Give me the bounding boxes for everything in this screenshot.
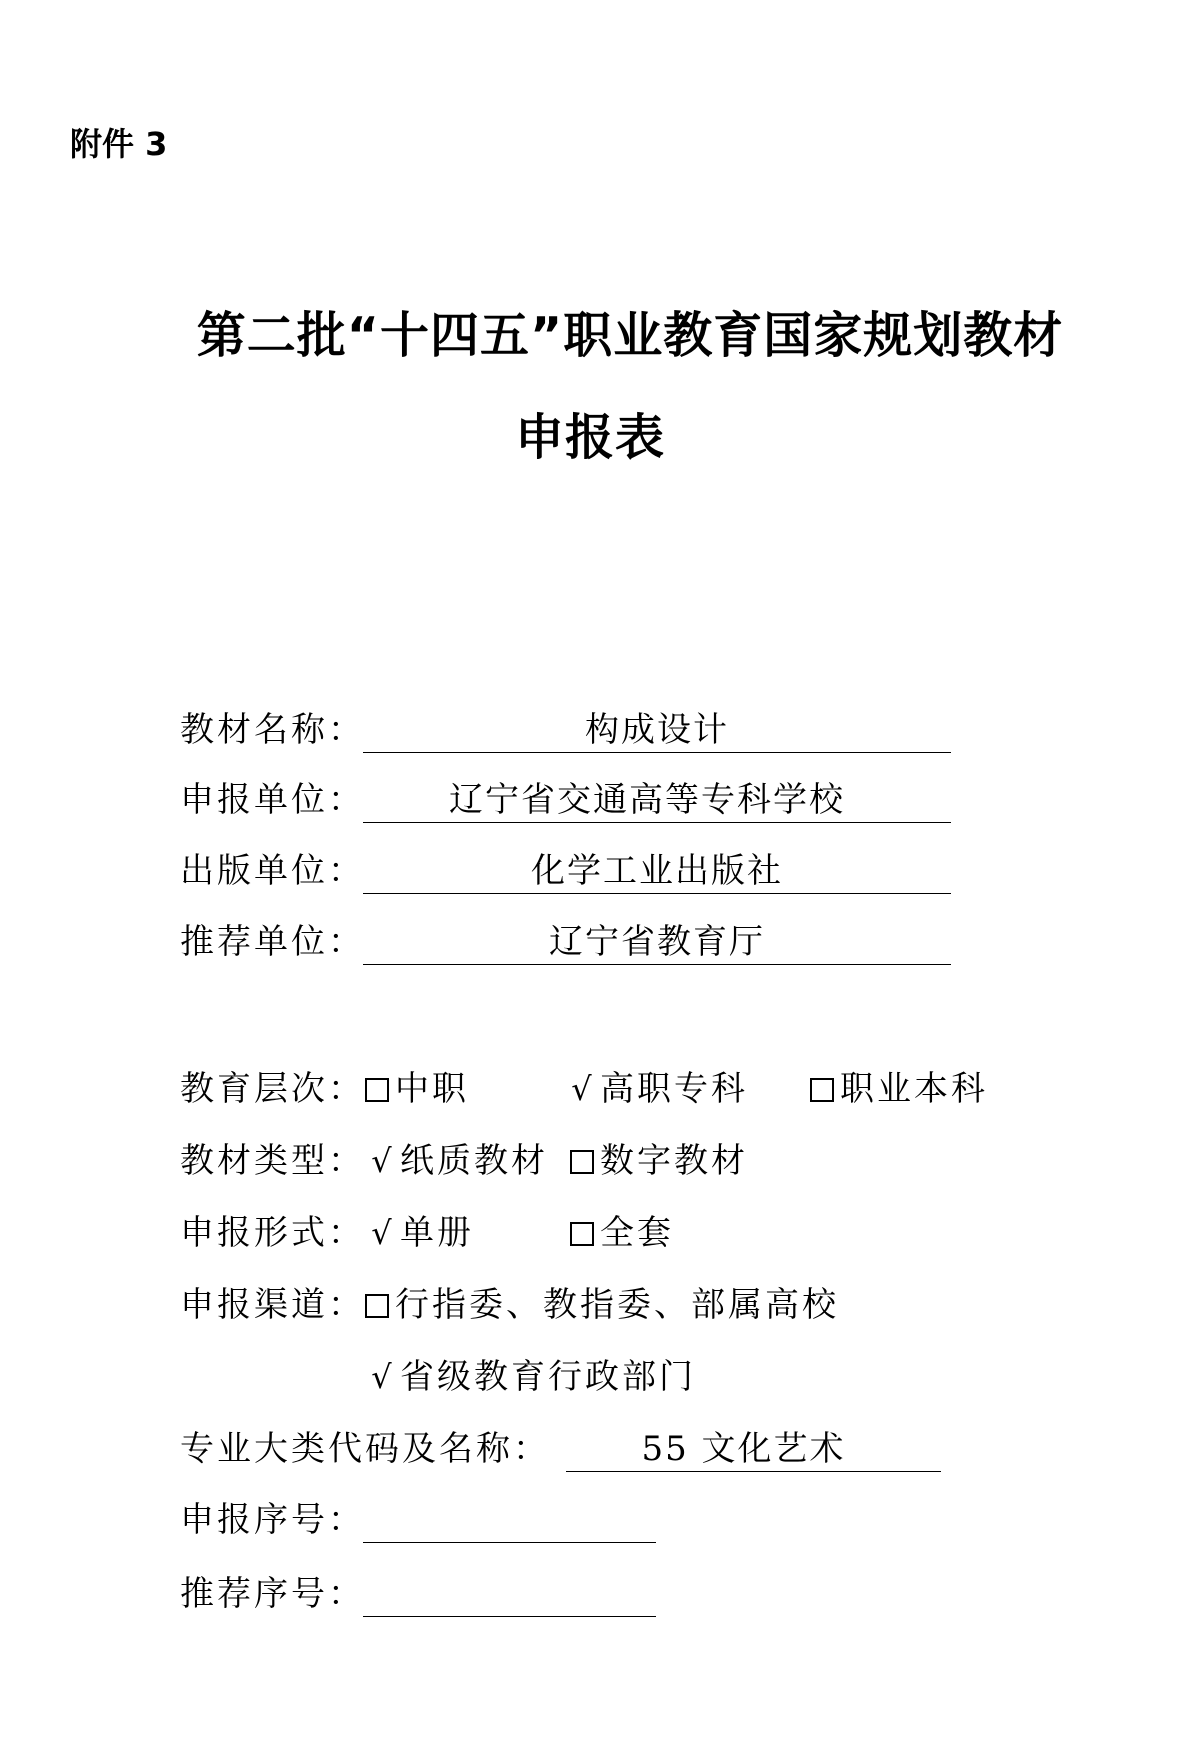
recommender-value: 辽宁省教育厅 xyxy=(549,922,765,962)
recommendation-number-label: 推荐序号 xyxy=(180,1574,328,1614)
applicant-unit-label: 申报单位 xyxy=(180,780,328,820)
option-benke[interactable] xyxy=(810,1067,988,1111)
option-committee[interactable] xyxy=(365,1283,839,1327)
application-form-label: 申报形式 xyxy=(180,1213,328,1253)
recommendation-number-field[interactable] xyxy=(363,1572,656,1617)
applicant-unit-row xyxy=(180,778,845,822)
option-label: 单册 xyxy=(400,1213,474,1253)
option-zhongzhi[interactable] xyxy=(365,1067,469,1111)
option-label: 全套 xyxy=(600,1213,674,1253)
application-number-label: 申报序号 xyxy=(180,1500,328,1540)
checkbox-empty-icon[interactable] xyxy=(570,1222,594,1246)
checkbox-empty-icon[interactable] xyxy=(365,1294,389,1318)
option-provincial[interactable] xyxy=(370,1355,696,1399)
option-set[interactable] xyxy=(570,1211,674,1255)
option-label: 职业本科 xyxy=(840,1069,988,1109)
publisher-field[interactable] xyxy=(363,849,951,894)
recommendation-number-row xyxy=(180,1572,362,1616)
textbook-name-label: 教材名称 xyxy=(180,710,328,750)
option-label: 行指委、教指委、部属高校 xyxy=(395,1285,839,1325)
checkbox-empty-icon[interactable] xyxy=(365,1078,389,1102)
colon: ： xyxy=(328,1213,362,1253)
recommender-field[interactable] xyxy=(363,920,951,965)
option-label: 纸质教材 xyxy=(400,1141,548,1181)
page-title: 第二批“十四五”职业教育国家规划教材 xyxy=(196,307,1064,364)
attachment-label: 附件 3 xyxy=(70,125,168,163)
major-category-value: 55 文化艺术 xyxy=(641,1429,846,1469)
check-mark-icon[interactable]: √ xyxy=(371,1358,395,1396)
textbook-type-row xyxy=(180,1139,748,1183)
colon: ： xyxy=(328,1069,362,1109)
option-paper[interactable] xyxy=(370,1139,548,1183)
colon: ： xyxy=(513,1429,547,1469)
page-subtitle: 申报表 xyxy=(514,409,665,466)
option-label: 数字教材 xyxy=(600,1141,748,1181)
option-label: 中职 xyxy=(395,1069,469,1109)
option-single[interactable] xyxy=(370,1211,474,1255)
colon: ： xyxy=(328,1574,362,1614)
colon: ： xyxy=(328,710,362,750)
recommender-row xyxy=(180,920,765,964)
colon: ： xyxy=(328,1285,362,1325)
major-category-label: 专业大类代码及名称 xyxy=(180,1429,513,1469)
check-mark-icon[interactable]: √ xyxy=(571,1070,595,1108)
application-channel-label: 申报渠道 xyxy=(180,1285,328,1325)
option-gaozhi[interactable] xyxy=(570,1067,748,1111)
checkbox-empty-icon[interactable] xyxy=(570,1150,594,1174)
major-category-row xyxy=(180,1427,846,1471)
applicant-unit-value: 辽宁省交通高等专科学校 xyxy=(449,780,845,820)
colon: ： xyxy=(328,780,362,820)
publisher-value: 化学工业出版社 xyxy=(531,851,783,891)
publisher-row xyxy=(180,849,783,893)
textbook-name-field[interactable] xyxy=(363,708,951,753)
publisher-label: 出版单位 xyxy=(180,851,328,891)
checkbox-empty-icon[interactable] xyxy=(810,1078,834,1102)
option-label: 高职专科 xyxy=(600,1069,748,1109)
colon: ： xyxy=(328,851,362,891)
option-digital[interactable] xyxy=(570,1139,748,1183)
option-label: 省级教育行政部门 xyxy=(400,1357,696,1397)
check-mark-icon[interactable]: √ xyxy=(371,1214,395,1252)
application-number-field[interactable] xyxy=(363,1498,656,1543)
textbook-name-value: 构成设计 xyxy=(585,710,729,750)
colon: ： xyxy=(328,1141,362,1181)
education-level-row xyxy=(180,1067,988,1111)
colon: ： xyxy=(328,922,362,962)
textbook-name-row xyxy=(180,708,729,752)
recommender-label: 推荐单位 xyxy=(180,922,328,962)
applicant-unit-field[interactable] xyxy=(363,778,951,823)
major-category-field[interactable] xyxy=(566,1427,941,1472)
education-level-label: 教育层次 xyxy=(180,1069,328,1109)
application-form-row xyxy=(180,1211,674,1255)
colon: ： xyxy=(328,1500,362,1540)
check-mark-icon[interactable]: √ xyxy=(371,1142,395,1180)
application-number-row xyxy=(180,1498,362,1542)
application-channel-row xyxy=(180,1283,839,1327)
textbook-type-label: 教材类型 xyxy=(180,1141,328,1181)
